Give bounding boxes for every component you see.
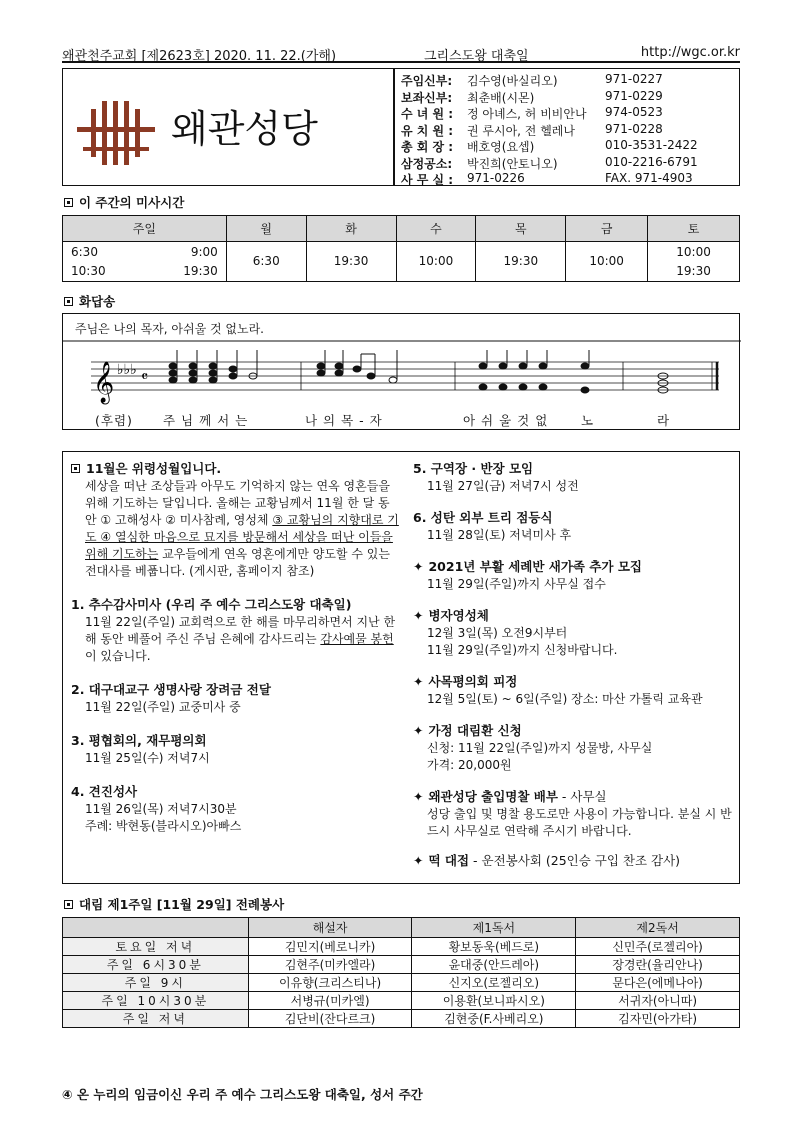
- contact-row: 보좌신부: 최춘배(시몬) 971-0229: [401, 88, 663, 105]
- psalm-section-title: 화답송: [64, 292, 115, 310]
- intro-title: 11월은 위령성월입니다.: [86, 461, 222, 476]
- column-header: 제1독서: [412, 918, 576, 938]
- square-bullet-icon: [64, 198, 73, 207]
- lyric: 나 의 목 - 자: [305, 413, 383, 428]
- contact-row: 유 치 원 : 권 루시아, 전 헬레나 971-0228: [401, 121, 663, 138]
- liturgy-service-table: [62, 917, 740, 1028]
- notice-body: 신청: 11월 22일(주일)까지 성물방, 사무실 가격: 20,000원: [427, 741, 653, 772]
- notices-right-column: 5. 구역장 · 반장 모임 11월 27일(금) 저녁7시 성전 6. 성탄 외부 트리 점등식 11월 28일(토) 저녁미사 후 ✦ 2021년 부활 세례반 새가족 추가 모집 11월 29일(주일)까지 사무실 접수 ✦ 병자영성체 12월 3일(목) 오전9시부터 11월 29일(주일)까지 신청바랍니다. ✦ 사목평의회 피정 12월 5일(토) ~ 6일(주일) 장소: 마산 가톨릭 교육관 ✦ 가정 대림환 신청 신청: 11월 22일(주일)까지 성물방, 사무실 가격: 20,000원 ✦ 왜관성당 출입명찰 배부 - 사무실 성당 출입 및 명찰 용도로만 사용이 가능합니다. 분실 시 반드시 사무실로 연락해 주시기 바랍니다. ✦ 떡 대접 - 운전봉사회 (25인승 구입 찬조 감사): [413, 461, 732, 868]
- mass-schedule-table: [62, 215, 740, 282]
- bulletin-issue: 왜관천주교회 [제2623호] 2020. 11. 22.(가해): [62, 49, 337, 64]
- diamond-bullet-icon: ✦: [413, 674, 424, 689]
- lyric: 노: [581, 413, 595, 428]
- monday-time: 6:30: [226, 242, 306, 282]
- svg-text:𝄞: 𝄞: [93, 362, 115, 403]
- diamond-bullet-icon: ✦: [413, 853, 424, 868]
- column-header: [63, 918, 249, 938]
- contact-row: 총 회 장 : 배호영(요셉) 010-3531-2422: [401, 138, 698, 154]
- lyric: 주 님 께 서 는: [163, 413, 249, 428]
- lyric: 아 쉬 울 것 없: [463, 413, 549, 428]
- saturday-times: 10:00 19:30: [648, 242, 740, 282]
- day-header: 목: [476, 216, 566, 242]
- diamond-bullet-icon: ✦: [413, 723, 424, 738]
- notice-title: 5. 구역장 · 반장 모임: [413, 461, 534, 476]
- notice-title: 가정 대림환 신청: [428, 723, 522, 738]
- notice-title: 1. 추수감사미사 (우리 주 예수 그리스도왕 대축일): [71, 597, 352, 612]
- notice-title: 병자영성체: [428, 608, 489, 623]
- mass-section-title: 이 주간의 미사시간: [64, 193, 184, 211]
- contact-row: 삼정공소: 박진희(안토니오) 010-2216-6791: [401, 154, 698, 171]
- contact-row: 사 무 실 : 971-0226 FAX. 971-4903: [401, 171, 693, 187]
- diamond-bullet-icon: ✦: [413, 789, 424, 804]
- lyric: 라: [657, 413, 671, 428]
- square-bullet-icon: [64, 297, 73, 306]
- day-header: 월: [226, 216, 306, 242]
- contact-directory: [394, 68, 740, 186]
- psalm-score: [62, 313, 740, 430]
- notice-title: 사목평의회 피정: [428, 674, 518, 689]
- notices-panel: [62, 451, 740, 884]
- day-header: 화: [306, 216, 396, 242]
- notice-title: 6. 성탄 외부 트리 점등식: [413, 510, 553, 525]
- square-bullet-icon: [71, 464, 80, 473]
- notice-title: 떡 대접: [428, 853, 470, 868]
- psalm-text: 주님은 나의 목자, 아쉬울 것 없노라.: [75, 322, 264, 336]
- notice-body: 12월 3일(목) 오전9시부터 11월 29일(주일)까지 신청바랍니다.: [427, 626, 618, 657]
- diamond-bullet-icon: ✦: [413, 608, 424, 623]
- day-header: 토: [648, 216, 740, 242]
- logo-text: 왜관성당: [171, 107, 318, 151]
- footer-caption: ④ 온 누리의 임금이신 우리 주 예수 그리스도왕 대축일, 성서 주간: [62, 1087, 423, 1102]
- notice-body: 11월 22일(주일) 교회력으로 한 해를 마무리하면서 지난 한 해 동안 베풀어 주신 주님 은혜에 감사드리는 감사예물 봉헌이 있습니다.: [85, 615, 396, 663]
- contact-row: 수 녀 원 : 정 아녜스, 허 비비안나 974-0523: [401, 105, 663, 121]
- notice-title: 3. 평협회의, 재무평의회: [71, 733, 207, 748]
- table-row: 주일 저녁 김단비(잔다르크) 김현중(F.사베리오) 김자민(아가타): [63, 1010, 740, 1028]
- notices-left-column: [71, 460, 401, 847]
- service-section-title: 대림 제1주일 [11월 29일] 전례봉사: [64, 895, 284, 913]
- notice-title: 왜관성당 출입명찰 배부: [428, 789, 558, 804]
- notice-body: 11월 26일(목) 저녁7시30분 주례: 박현동(블라시오)아빠스: [85, 802, 242, 833]
- church-logo-icon: [63, 69, 395, 187]
- notice-body: 11월 22일(주일) 교중미사 중: [85, 700, 241, 714]
- svg-text:♭♭♭: ♭♭♭: [117, 362, 137, 378]
- column-header: 제2독서: [576, 918, 740, 938]
- notice-title: 4. 견진성사: [71, 784, 138, 799]
- tuesday-time: 19:30: [306, 242, 396, 282]
- square-bullet-icon: [64, 900, 73, 909]
- notice-body: 11월 28일(토) 저녁미사 후: [427, 528, 572, 542]
- table-row: 주일 9시 이유향(크리스티나) 신지오(로젤리오) 문다은(에메나아): [63, 974, 740, 992]
- table-row: 토요일 저녁 김민지(베로니카) 황보동욱(베드로) 신민주(로젤리아): [63, 938, 740, 956]
- diamond-bullet-icon: ✦: [413, 559, 424, 574]
- table-row: 주일 6시30분 김현주(미카엘라) 윤대중(안드레아) 장경란(율리안나): [63, 956, 740, 974]
- notice-title: 2. 대구대교구 생명사랑 장려금 전달: [71, 682, 271, 697]
- notice-body: 12월 5일(토) ~ 6일(주일) 장소: 마산 가톨릭 교육관: [427, 692, 703, 706]
- notice-body: 11월 29일(주일)까지 사무실 접수: [427, 577, 606, 591]
- sunday-times: 6:30 9:00 10:30 19:30: [63, 242, 227, 282]
- thursday-time: 19:30: [476, 242, 566, 282]
- notice-body: 11월 27일(금) 저녁7시 성전: [427, 479, 579, 493]
- intro-body: 세상을 떠난 조상들과 아무도 기억하지 않는 연옥 영혼들을 위해 기도하는 달입니다. 올해는 교황님께서 11월 한 달 동안 ① 고해성사 ② 미사참례, 영성체 ③ 교황님의 지향대로 기도 ④ 열심한 마음으로 묘지를 방문해서 세상을 떠난 이들을 위해 기도하는 교우들에게 연옥 영혼에게만 양도할 수 있는 전대사를 베풉니다. (게시판, 홈페이지 참조): [85, 479, 399, 578]
- column-header: 해설자: [248, 918, 412, 938]
- svg-text:𝄴: 𝄴: [141, 367, 149, 386]
- logo-panel: [62, 68, 394, 186]
- friday-time: 10:00: [566, 242, 648, 282]
- feast-name: 그리스도왕 대축일: [424, 49, 529, 64]
- day-header: 주일: [63, 216, 227, 242]
- website-url[interactable]: http://wgc.or.kr: [640, 45, 740, 60]
- notice-body: 11월 25일(수) 저녁7시: [85, 751, 210, 765]
- bulletin-header: [62, 43, 740, 63]
- lyric: (후렴): [95, 413, 133, 428]
- day-header: 수: [396, 216, 476, 242]
- day-header: 금: [566, 216, 648, 242]
- contact-row: 주임신부: 김수영(바실리오) 971-0227: [401, 72, 663, 88]
- notice-title: 2021년 부활 세례반 새가족 추가 모집: [428, 559, 643, 574]
- notice-body: 성당 출입 및 명찰 용도로만 사용이 가능합니다. 분실 시 반드시 사무실로 연락해 주시기 바랍니다.: [427, 807, 732, 838]
- table-row: 주일 10시30분 서병규(미카엘) 이용환(보니파시오) 서귀자(아니따): [63, 992, 740, 1010]
- wednesday-time: 10:00: [396, 242, 476, 282]
